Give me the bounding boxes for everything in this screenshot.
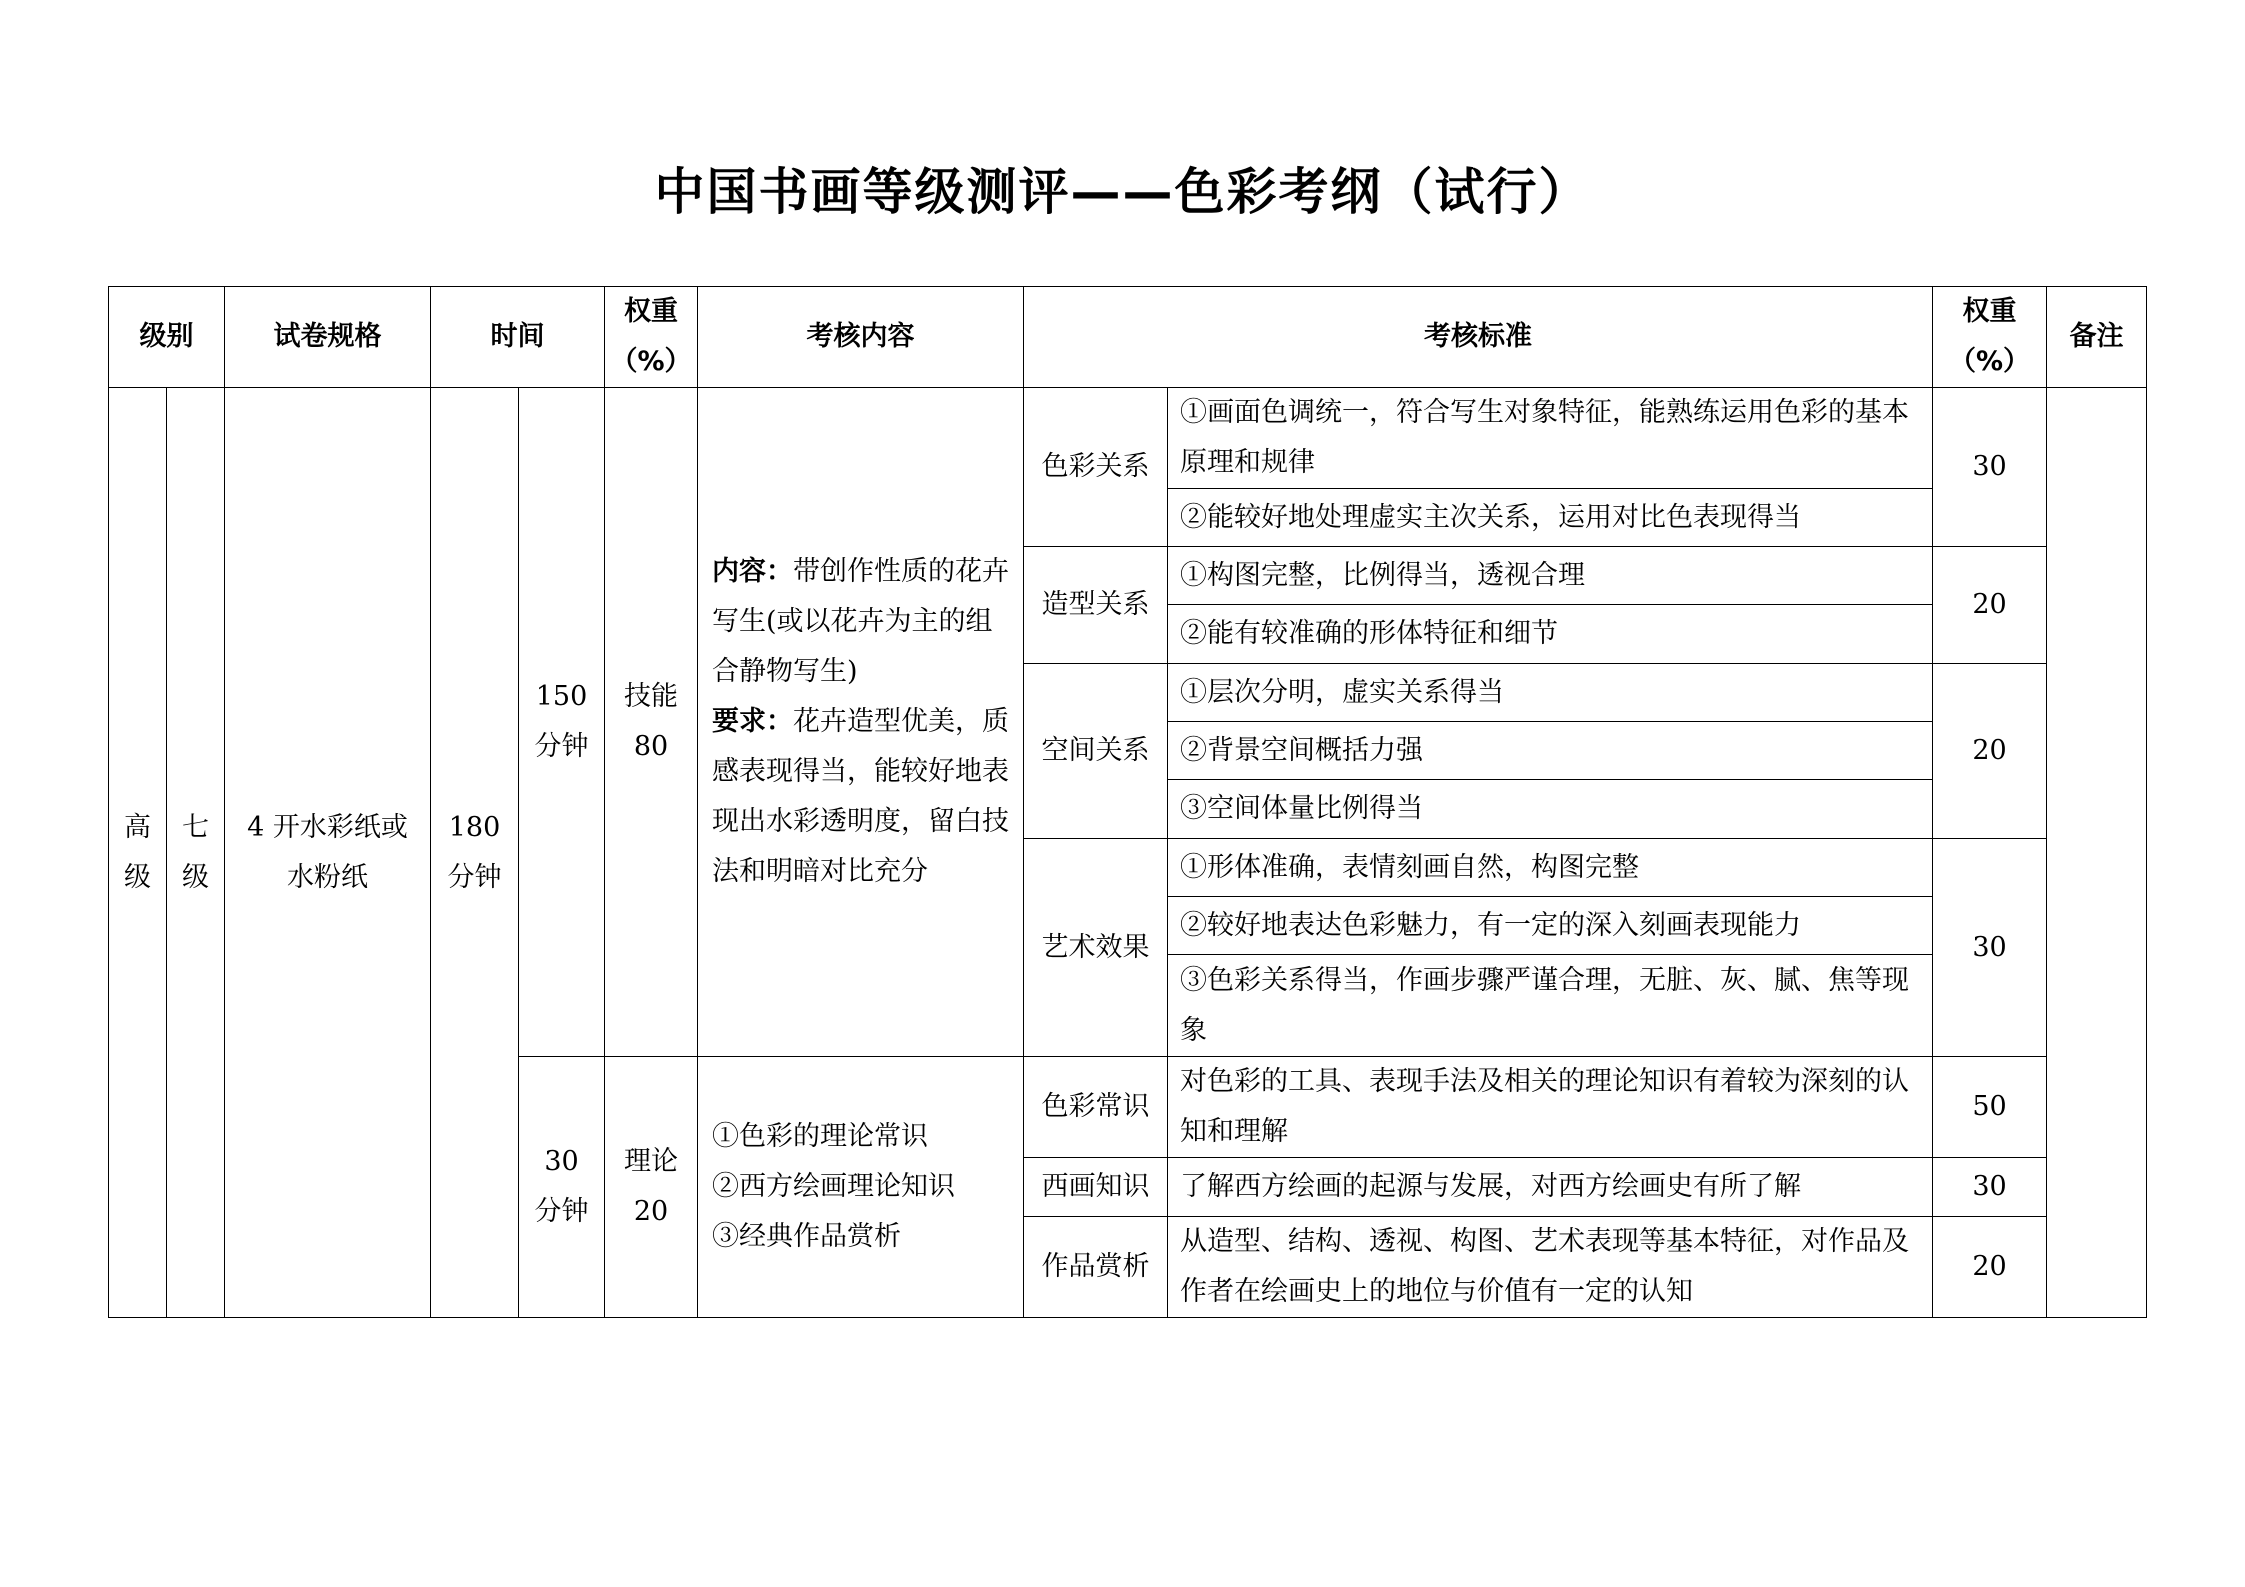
header-weight-line1: 权重 [624, 296, 678, 327]
category-art-effect: 艺术效果 [1024, 839, 1168, 1057]
skill-require-label: 要求： [712, 706, 793, 737]
standard-item: 了解西方绘画的起源与发展，对西方绘画史有所了解 [1168, 1158, 1933, 1217]
theory-weight-line2: 20 [633, 1196, 669, 1227]
category-weight: 20 [1933, 547, 2047, 664]
header-weight2-line2: （%） [1948, 346, 2031, 377]
skill-require-text: 花卉造型优美，质感表现得当，能较好地表现出水彩透明度，留白技法和明暗对比充分 [712, 706, 1009, 887]
theory-content-line: ③经典作品赏析 [712, 1221, 901, 1252]
skill-time [519, 388, 605, 1057]
skill-weight-line2: 80 [633, 731, 669, 762]
paper-spec-line2: 水粉纸 [287, 861, 368, 893]
paper-spec [225, 388, 431, 1318]
category-space-relation: 空间关系 [1024, 664, 1168, 839]
page-title: 中国书画等级测评——色彩考纲（试行） [654, 163, 1591, 221]
standard-item: ②能有较准确的形体特征和细节 [1168, 605, 1933, 664]
total-time-line1: 180 [448, 811, 501, 843]
theory-weight-line1: 理论 [624, 1146, 678, 1177]
category-artwork-appreciation: 作品赏析 [1024, 1217, 1168, 1318]
standard-item: ①构图完整，比例得当，透视合理 [1168, 547, 1933, 605]
standard-item: ①画面色调统一，符合写生对象特征，能熟练运用色彩的基本原理和规律 [1168, 388, 1933, 489]
header-paper: 试卷规格 [225, 287, 431, 388]
theory-time [519, 1057, 605, 1318]
header-row [109, 287, 2147, 388]
category-weight: 50 [1933, 1057, 2047, 1158]
table-row [109, 388, 2147, 489]
category-color-knowledge: 色彩常识 [1024, 1057, 1168, 1158]
category-western-painting: 西画知识 [1024, 1158, 1168, 1217]
theory-content-line: ①色彩的理论常识 [712, 1121, 928, 1152]
header-weight [605, 287, 698, 388]
level-group-line1: 高 [124, 811, 151, 843]
standard-item: ①形体准确，表情刻画自然，构图完整 [1168, 839, 1933, 897]
level-grade [167, 388, 225, 1318]
category-weight: 20 [1933, 1217, 2047, 1318]
skill-content-label: 内容： [712, 556, 793, 587]
header-content: 考核内容 [698, 287, 1024, 388]
skill-time-line2: 分钟 [534, 731, 589, 762]
category-weight: 30 [1933, 1158, 2047, 1217]
theory-time-line1: 30 [544, 1146, 579, 1177]
header-weight2 [1933, 287, 2047, 388]
remarks-cell [2047, 388, 2147, 1318]
category-weight: 30 [1933, 839, 2047, 1057]
header-remarks: 备注 [2047, 287, 2147, 388]
theory-weight [605, 1057, 698, 1318]
total-time [431, 388, 519, 1318]
category-weight: 20 [1933, 664, 2047, 839]
standard-item: ②能较好地处理虚实主次关系，运用对比色表现得当 [1168, 489, 1933, 547]
theory-time-line2: 分钟 [534, 1196, 589, 1227]
level-grade-line2: 级 [182, 861, 209, 893]
skill-weight-line1: 技能 [624, 681, 678, 712]
header-level: 级别 [109, 287, 225, 388]
skill-weight [605, 388, 698, 1057]
skill-content [698, 388, 1024, 1057]
level-group [109, 388, 167, 1318]
standard-item: 从造型、结构、透视、构图、艺术表现等基本特征，对作品及作者在绘画史上的地位与价值有一定的认知 [1168, 1217, 1933, 1318]
syllabus-table [108, 286, 2147, 1318]
standard-item: ①层次分明，虚实关系得当 [1168, 664, 1933, 722]
level-group-line2: 级 [124, 861, 151, 893]
paper-spec-line1: 4 开水彩纸或 [247, 811, 408, 843]
skill-time-line1: 150 [535, 681, 588, 712]
level-grade-line1: 七 [182, 811, 209, 843]
header-weight2-line1: 权重 [1962, 296, 2017, 327]
category-form-relation: 造型关系 [1024, 547, 1168, 664]
standard-item: ③空间体量比例得当 [1168, 780, 1933, 839]
header-standard: 考核标准 [1024, 287, 1933, 388]
theory-content [698, 1057, 1024, 1318]
header-weight-line2: （%） [610, 346, 692, 377]
standard-item: ②较好地表达色彩魅力，有一定的深入刻画表现能力 [1168, 897, 1933, 955]
theory-content-line: ②西方绘画理论知识 [712, 1171, 955, 1202]
skill-content-text: 带创作性质的花卉写生(或以花卉为主的组合静物写生) [712, 556, 1009, 687]
standard-item: 对色彩的工具、表现手法及相关的理论知识有着较为深刻的认知和理解 [1168, 1057, 1933, 1158]
total-time-line2: 分钟 [447, 861, 502, 893]
category-weight: 30 [1933, 388, 2047, 547]
category-color-relation: 色彩关系 [1024, 388, 1168, 547]
standard-item: ②背景空间概括力强 [1168, 722, 1933, 780]
standard-item: ③色彩关系得当，作画步骤严谨合理，无脏、灰、腻、焦等现象 [1168, 955, 1933, 1057]
header-time: 时间 [431, 287, 605, 388]
